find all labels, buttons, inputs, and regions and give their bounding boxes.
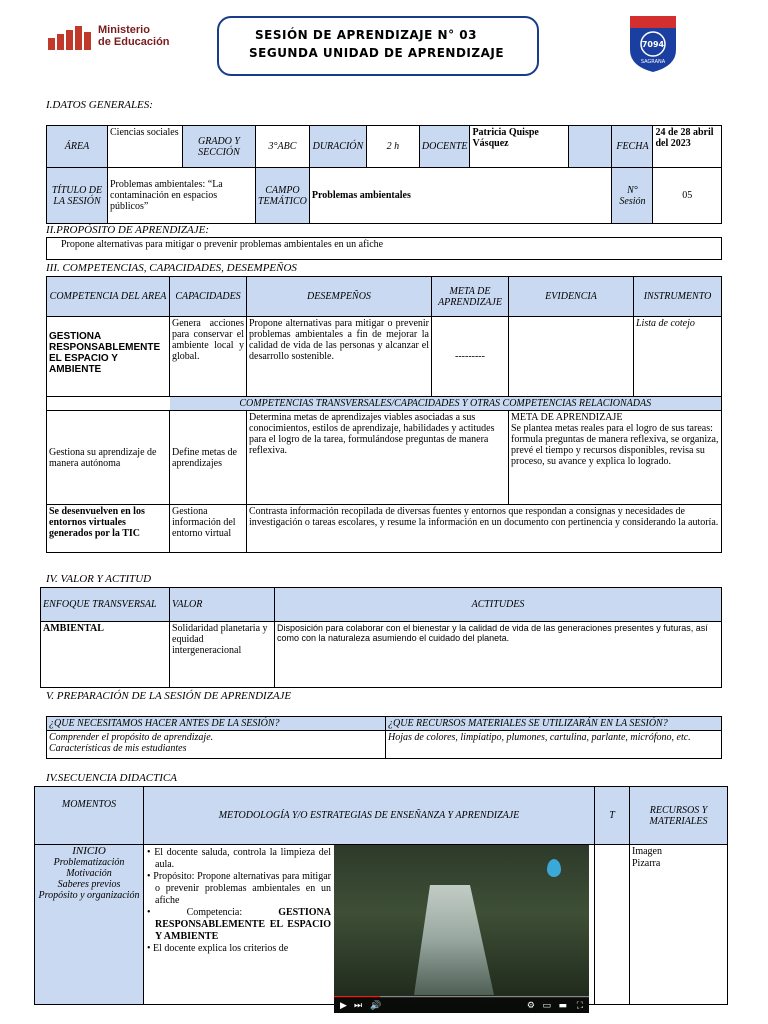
actitudes-value: Disposición para colaborar con el bienestar y la calidad de vida de las generaciones presentes y futuras, así como con la naturaleza asumiendo el cuidado del planeta. bbox=[275, 622, 722, 688]
preparacion-q2: ¿QUE RECURSOS MATERIALES SE UTILIZARÁN EN LA SESIÓN? bbox=[386, 717, 722, 731]
proposito-table bbox=[46, 237, 722, 260]
col-capacidades: CAPACIDADES bbox=[170, 277, 247, 317]
section-heading-valor: IV. VALOR Y ACTITUD bbox=[46, 573, 152, 585]
volume-icon[interactable]: 🔊 bbox=[370, 1001, 382, 1011]
transversal-competencia-1: Gestiona su aprendizaje de manera autónoma bbox=[47, 411, 170, 505]
col-tiempo: T bbox=[595, 787, 630, 845]
fecha-value: 24 de 28 abril del 2023 bbox=[653, 126, 722, 168]
crest-number: 7094 bbox=[641, 40, 665, 49]
miniplayer-icon[interactable]: ▭ bbox=[542, 1001, 551, 1011]
momento-inicio bbox=[35, 845, 144, 1005]
grado-value: 3°ABC bbox=[256, 126, 310, 168]
section-heading-datos: I.DATOS GENERALES: bbox=[46, 99, 153, 111]
titulo-label: TÍTULO DE LA SESIÓN bbox=[47, 168, 108, 224]
transversal-meta-title: META DE APRENDIZAJE bbox=[511, 412, 623, 423]
evidencia bbox=[509, 317, 634, 397]
preparacion-a1-line2: Características de mis estudiantes bbox=[49, 743, 187, 754]
sesion-num-value: 05 bbox=[653, 168, 722, 224]
bullet-1: • El docente saluda, controla la limpieza del aula. bbox=[147, 847, 331, 870]
ministry-logo-icon bbox=[48, 26, 94, 50]
titulo-value: Problemas ambientales: “La contaminación en espacios públicos” bbox=[108, 168, 256, 224]
datos-generales-table bbox=[46, 125, 722, 224]
col-momentos: MOMENTOS bbox=[35, 787, 144, 845]
unit-title: SEGUNDA UNIDAD DE APRENDIZAJE bbox=[249, 46, 505, 60]
col-instrumento: INSTRUMENTO bbox=[634, 277, 722, 317]
section-heading-preparacion: V. PREPARACIÓN DE LA SESIÓN DE APRENDIZAJE bbox=[46, 690, 292, 702]
transversal-meta-text: Se plantea metas reales para el logro de sus tareas: formula preguntas de manera reflexiva, se organiza, prevé el tiempo y recursos disponibles, revisa su proceso, su avance y explica lo logrado. bbox=[511, 423, 719, 467]
momento-item-2: Motivación bbox=[66, 868, 112, 879]
preparacion-a2: Hojas de colores, limpiatipo, plumones, cartulina, parlante, micrófono, etc. bbox=[386, 731, 722, 759]
preparacion-a1-line1: Comprender el propósito de aprendizaje. bbox=[49, 732, 214, 743]
transversal-desempeno-1: Determina metas de aprendizajes viables asociadas a sus conocimientos, estilos de aprendizaje, habilidades y actitudes para el logro de la tarea, formulándose preguntas de manera reflexiva. bbox=[247, 411, 509, 505]
col-enfoque: ENFOQUE TRANSVERSAL bbox=[41, 588, 170, 622]
competencia-area: GESTIONA RESPONSABLEMENTE EL ESPACIO Y AMBIENTE bbox=[47, 317, 170, 397]
col-desempenos: DESEMPEÑOS bbox=[247, 277, 432, 317]
competencias-table bbox=[46, 276, 722, 553]
ministry-name-line1: Ministerio bbox=[98, 24, 150, 36]
capacidad: Genera acciones para conservar el ambiente local y global. bbox=[170, 317, 247, 397]
section-heading-competencias: III. COMPETENCIAS, CAPACIDADES, DESEMPEÑOS bbox=[46, 262, 297, 274]
proposito-text: Propone alternativas para mitigar o prevenir problemas ambientales en un afiche bbox=[47, 238, 722, 260]
valor-value: Solidaridad planetaria y equidad intergeneracional bbox=[170, 622, 275, 688]
bullet-3: • Competencia: GESTIONA RESPONSABLEMENTE EL ESPACIO Y AMBIENTE bbox=[147, 907, 331, 942]
next-icon[interactable]: ⏭ bbox=[354, 1001, 363, 1011]
bullet-2: • Propósito: Propone alternativas para mitigar o prevenir problemas ambientales en un afiche bbox=[147, 871, 331, 906]
duracion-label: DURACIÓN bbox=[309, 126, 366, 168]
ministry-logo bbox=[48, 22, 180, 52]
transversal-desempeno-2: Contrasta información recopilada de diversas fuentes y entornos que respondan a consignas y necesidades de investigación o tareas escolares, y resume la información en un documento con pertinencia y considerando la autoría. bbox=[247, 505, 722, 553]
preparacion-table bbox=[46, 716, 722, 759]
grado-label: GRADO Y SECCIÓN bbox=[183, 126, 256, 168]
duracion-value: 2 h bbox=[366, 126, 419, 168]
col-meta: META DE APRENDIZAJE bbox=[432, 277, 509, 317]
instrumento: Lista de cotejo bbox=[634, 317, 722, 397]
area-label: ÁREA bbox=[47, 126, 108, 168]
transversal-competencia-2: Se desenvuelven en los entornos virtuales generados por la TIC bbox=[47, 505, 170, 553]
col-competencia: COMPETENCIA DEL AREA bbox=[47, 277, 170, 317]
transversal-capacidad-1: Define metas de aprendizajes bbox=[170, 411, 247, 505]
fullscreen-icon[interactable]: ⛶ bbox=[576, 1001, 583, 1011]
waterfall-image bbox=[414, 885, 494, 995]
col-recursos: RECURSOS Y MATERIALES bbox=[630, 787, 728, 845]
water-drop-logo-icon bbox=[547, 859, 561, 877]
bullet-4: • El docente explica los criterios de bbox=[147, 943, 289, 954]
momento-item-3: Saberes previos bbox=[57, 879, 121, 890]
section-heading-proposito: II.PROPÓSITO DE APRENDIZAJE: bbox=[46, 224, 210, 236]
momento-item-4: Propósito y organización bbox=[38, 890, 140, 901]
valor-table bbox=[40, 587, 722, 688]
waterfall-video[interactable] bbox=[334, 845, 589, 1013]
transversal-meta-1 bbox=[509, 411, 722, 505]
campo-label: CAMPO TEMÁTICO bbox=[256, 168, 310, 224]
session-title: SESIÓN DE APRENDIZAJE N° 03 bbox=[255, 28, 477, 42]
recurso-1: Imagen bbox=[632, 846, 662, 857]
momento-item-1: Problematización bbox=[53, 857, 125, 868]
col-evidencia: EVIDENCIA bbox=[509, 277, 634, 317]
col-valor: VALOR bbox=[170, 588, 275, 622]
fecha-label: FECHA bbox=[612, 126, 653, 168]
ministry-name-line2: de Educación bbox=[98, 36, 170, 48]
play-icon[interactable]: ▶ bbox=[340, 1001, 347, 1011]
momento-title: INICIO bbox=[72, 845, 106, 857]
transversal-capacidad-2: Gestiona información del entorno virtual bbox=[170, 505, 247, 553]
theater-icon[interactable]: ▬ bbox=[558, 1001, 567, 1011]
meta-aprendizaje: --------- bbox=[432, 317, 509, 397]
settings-icon[interactable]: ⚙ bbox=[526, 1001, 535, 1011]
campo-value: Problemas ambientales bbox=[309, 168, 612, 224]
col-actitudes: ACTITUDES bbox=[275, 588, 722, 622]
docente-label: DOCENTE bbox=[419, 126, 470, 168]
desempeno: Propone alternativas para mitigar o prevenir problemas ambientales a fin de mejorar la calidad de vida de las personas y alcanzar el desarrollo sostenible. bbox=[247, 317, 432, 397]
sesion-num-label: N° Sesión bbox=[612, 168, 653, 224]
enfoque-value: AMBIENTAL bbox=[41, 622, 170, 688]
area-value: Ciencias sociales bbox=[108, 126, 183, 168]
recurso-2: Pizarra bbox=[632, 858, 661, 869]
docente-value: Patricia Quispe Vásquez bbox=[470, 126, 569, 168]
school-crest-icon bbox=[626, 14, 680, 74]
crest-name: SAGRANA bbox=[640, 59, 666, 65]
section-heading-secuencia: IV.SECUENCIA DIDACTICA bbox=[46, 772, 177, 784]
preparacion-q1: ¿QUE NECESITAMOS HACER ANTES DE LA SESIÓN? bbox=[47, 717, 386, 731]
col-metodologia: METODOLOGÍA Y/O ESTRATEGIAS DE ENSEÑANZA Y APRENDIZAJE bbox=[144, 787, 595, 845]
title-box bbox=[217, 16, 539, 76]
transversal-header: COMPETENCIAS TRANSVERSALES/CAPACIDADES Y OTRAS COMPETENCIAS RELACIONADAS bbox=[170, 397, 722, 411]
metodologia-bullets bbox=[144, 845, 334, 957]
